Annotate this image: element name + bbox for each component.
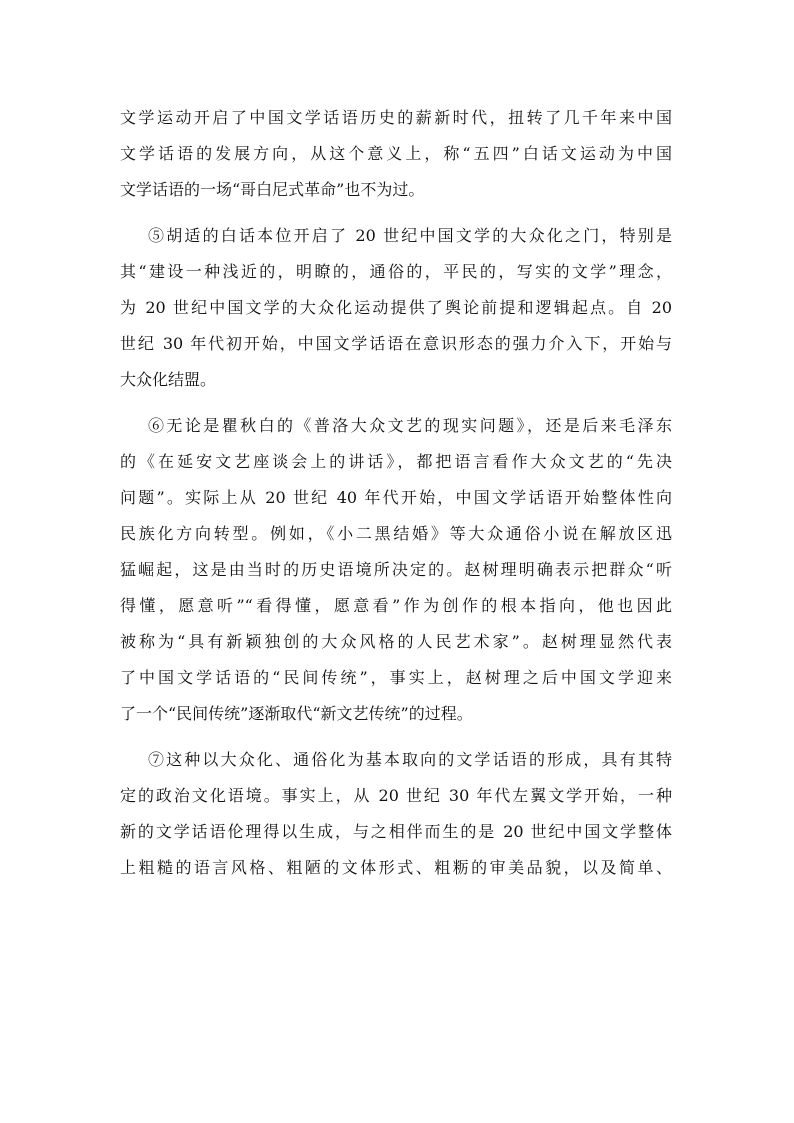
paragraph-gap [120,398,672,408]
paragraph-7 [120,742,672,886]
text-line: 得懂，愿意听”“看得懂，愿意看”作为创作的根本指向，他也因此 [120,596,672,615]
text-line: 猛崛起，这是由当时的历史语境所决定的。赵树理明确表示把群众“听 [120,560,672,579]
text-line: ⑤胡适的白话本位开启了 20 世纪中国文学的大众化之门，特别是 [148,226,672,245]
text-line: 新的文学话语伦理得以生成，与之相伴而生的是 20 世纪中国文学整体 [120,822,672,841]
text-line: 为 20 世纪中国文学的大众化运动提供了舆论前提和逻辑起点。自 20 [120,298,672,317]
text-line: 文学运动开启了中国文学话语历史的薪新时代，扭转了几千年来中国 [120,108,672,127]
text-line: 大众化结盟。 [120,370,217,389]
text-line: 的《在延安文艺座谈会上的讲话》，都把语言看作大众文艺的“先决 [120,452,672,471]
text-line: 文学话语的一场“哥白尼式革命”也不为过。 [120,180,425,199]
text-line: ⑦这种以大众化、通俗化为基本取向的文学话语的形成，具有其特 [148,750,672,769]
text-line: 定的政治文化语境。事实上，从 20 世纪 30 年代左翼文学开始，一种 [120,786,672,805]
text-line: ⑥无论是瞿秋白的《普洛大众文艺的现实问题》，还是后来毛泽东 [148,416,672,435]
text-line: 被称为“具有新颖独创的大众风格的人民艺术家”。赵树理显然代表 [120,632,672,651]
text-line: 世纪 30 年代初开始，中国文学话语在意识形态的强力介入下，开始与 [120,334,672,353]
paragraph-5 [120,218,672,398]
document-page [120,100,672,886]
text-line: 民族化方向转型。例如，《小二黑结婚》等大众通俗小说在解放区迅 [120,524,672,543]
paragraph-continuation [120,100,672,208]
text-line: 问题”。实际上从 20 世纪 40 年代开始，中国文学话语开始整体性向 [120,488,672,507]
text-line: 其“建设一种浅近的，明瞭的，通俗的，平民的，写实的文学”理念， [120,262,672,281]
text-line: 文学话语的发展方向，从这个意义上，称“五四”白话文运动为中国 [120,144,672,163]
paragraph-6 [120,408,672,732]
paragraph-gap [120,732,672,742]
text-line: 上粗糙的语言风格、粗陋的文体形式、粗粝的审美品貌，以及简单、 [120,858,672,877]
paragraph-gap [120,208,672,218]
text-line: 了一个“民间传统”逐渐取代“新文艺传统”的过程。 [120,704,473,723]
text-line: 了中国文学话语的“民间传统”，事实上，赵树理之后中国文学迎来 [120,668,672,687]
